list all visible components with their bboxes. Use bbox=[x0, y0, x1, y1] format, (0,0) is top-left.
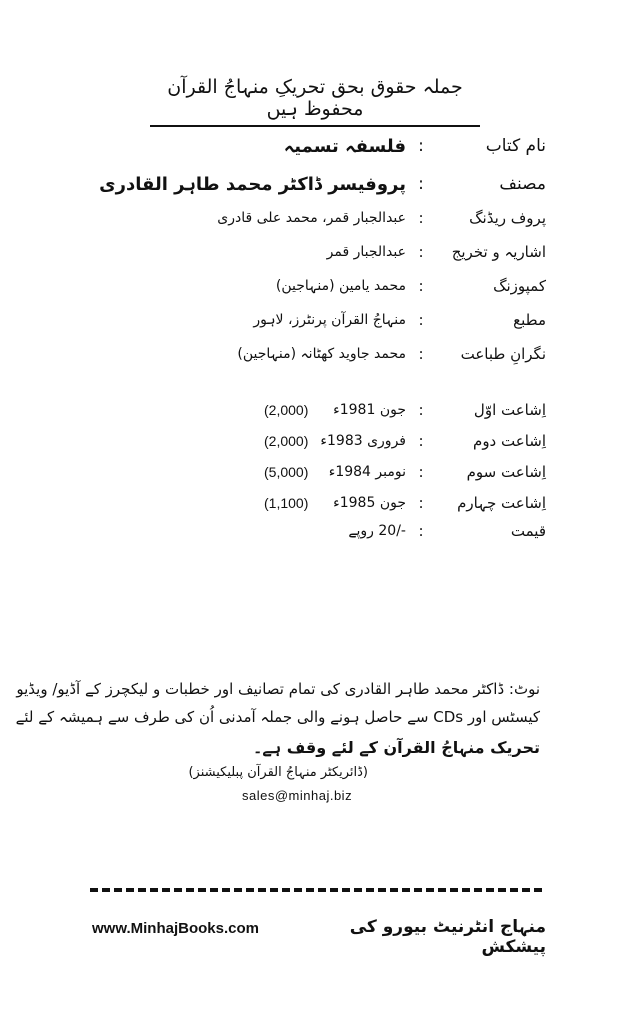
detail-colon: : bbox=[418, 345, 424, 363]
detail-row bbox=[86, 517, 546, 545]
detail-colon: : bbox=[418, 522, 424, 540]
note-line-2: کیسٹس اور CDs سے حاصل ہونے والی جملہ آمدنی اُن کی طرف سے ہمیشہ کے لئے bbox=[15, 708, 540, 726]
detail-row bbox=[86, 458, 546, 486]
detail-colon: : bbox=[418, 136, 424, 156]
detail-value: جون 1981ء bbox=[333, 402, 406, 418]
detail-label: نگرانِ طباعت bbox=[460, 345, 546, 363]
detail-value: منہاجُ القرآن پرنٹرز، لاہور bbox=[253, 312, 406, 328]
detail-label: اِشاعت دوم bbox=[473, 432, 546, 450]
print-run-count: (2,000) bbox=[264, 433, 309, 449]
detail-colon: : bbox=[418, 494, 424, 512]
detail-colon: : bbox=[418, 174, 424, 194]
detail-value: محمد جاوید کھٹانہ (منہاجین) bbox=[237, 346, 406, 362]
detail-label: اِشاعت چہارم bbox=[457, 494, 546, 512]
copyright-notice: جملہ حقوق بحق تحریکِ منہاجُ القرآن محفوظ ہیں bbox=[150, 76, 480, 127]
detail-value: جون 1985ء bbox=[333, 495, 406, 511]
detail-value: فلسفہ تسمیہ bbox=[283, 135, 406, 157]
website-link[interactable]: www.MinhajBooks.com bbox=[92, 920, 259, 937]
detail-row bbox=[86, 204, 546, 232]
detail-colon: : bbox=[418, 209, 424, 227]
detail-row bbox=[86, 170, 546, 198]
detail-label: اِشاعت سوم bbox=[466, 463, 546, 481]
detail-label: مصنف bbox=[499, 174, 546, 194]
detail-row bbox=[86, 132, 546, 160]
detail-value: محمد یامین (منہاجین) bbox=[275, 278, 406, 294]
detail-label: قیمت bbox=[510, 522, 546, 540]
detail-label: اشاریہ و تخریج bbox=[451, 243, 546, 261]
detail-colon: : bbox=[418, 432, 424, 450]
detail-value: عبدالجبار قمر، محمد علی قادری bbox=[217, 210, 406, 226]
detail-colon: : bbox=[418, 277, 424, 295]
detail-row bbox=[86, 489, 546, 517]
note-line-1: نوٹ: ڈاکٹر محمد طاہر القادری کی تمام تصانیف اور خطبات و لیکچرز کے آڈیو/ ویڈیو bbox=[16, 680, 540, 698]
detail-row bbox=[86, 238, 546, 266]
presenter-label: منہاج انٹرنیٹ بیورو کی پیشکش bbox=[349, 917, 546, 957]
print-run-count: (5,000) bbox=[264, 464, 309, 480]
detail-label: نام کتاب bbox=[485, 136, 546, 156]
detail-colon: : bbox=[418, 243, 424, 261]
detail-colon: : bbox=[418, 401, 424, 419]
detail-row bbox=[86, 306, 546, 334]
detail-row bbox=[86, 272, 546, 300]
director-signature: (ڈائریکٹر منہاجُ القرآن پبلیکیشنز) bbox=[188, 765, 368, 780]
dashed-divider bbox=[90, 888, 542, 892]
detail-row bbox=[86, 340, 546, 368]
print-run-count: (1,100) bbox=[264, 495, 309, 511]
contact-email[interactable]: sales@minhaj.biz bbox=[242, 788, 353, 803]
print-run-count: (2,000) bbox=[264, 402, 309, 418]
detail-label: کمپوزنگ bbox=[493, 277, 546, 295]
detail-label: پروف ریڈنگ bbox=[469, 209, 546, 227]
detail-value: نومبر 1984ء bbox=[328, 464, 406, 480]
detail-label: اِشاعت اوّل bbox=[473, 401, 546, 419]
detail-colon: : bbox=[418, 311, 424, 329]
detail-value: -/20 روپے bbox=[348, 523, 406, 539]
detail-label: مطبع bbox=[513, 311, 546, 329]
detail-value: عبدالجبار قمر bbox=[326, 244, 406, 260]
detail-value: پروفیسر ڈاکٹر محمد طاہر القادری bbox=[99, 173, 406, 195]
detail-colon: : bbox=[418, 463, 424, 481]
detail-value: فروری 1983ء bbox=[320, 433, 406, 449]
detail-row bbox=[86, 396, 546, 424]
detail-row bbox=[86, 427, 546, 455]
note-line-3: تحریک منہاجُ القرآن کے لئے وقف ہے۔ bbox=[253, 738, 540, 757]
